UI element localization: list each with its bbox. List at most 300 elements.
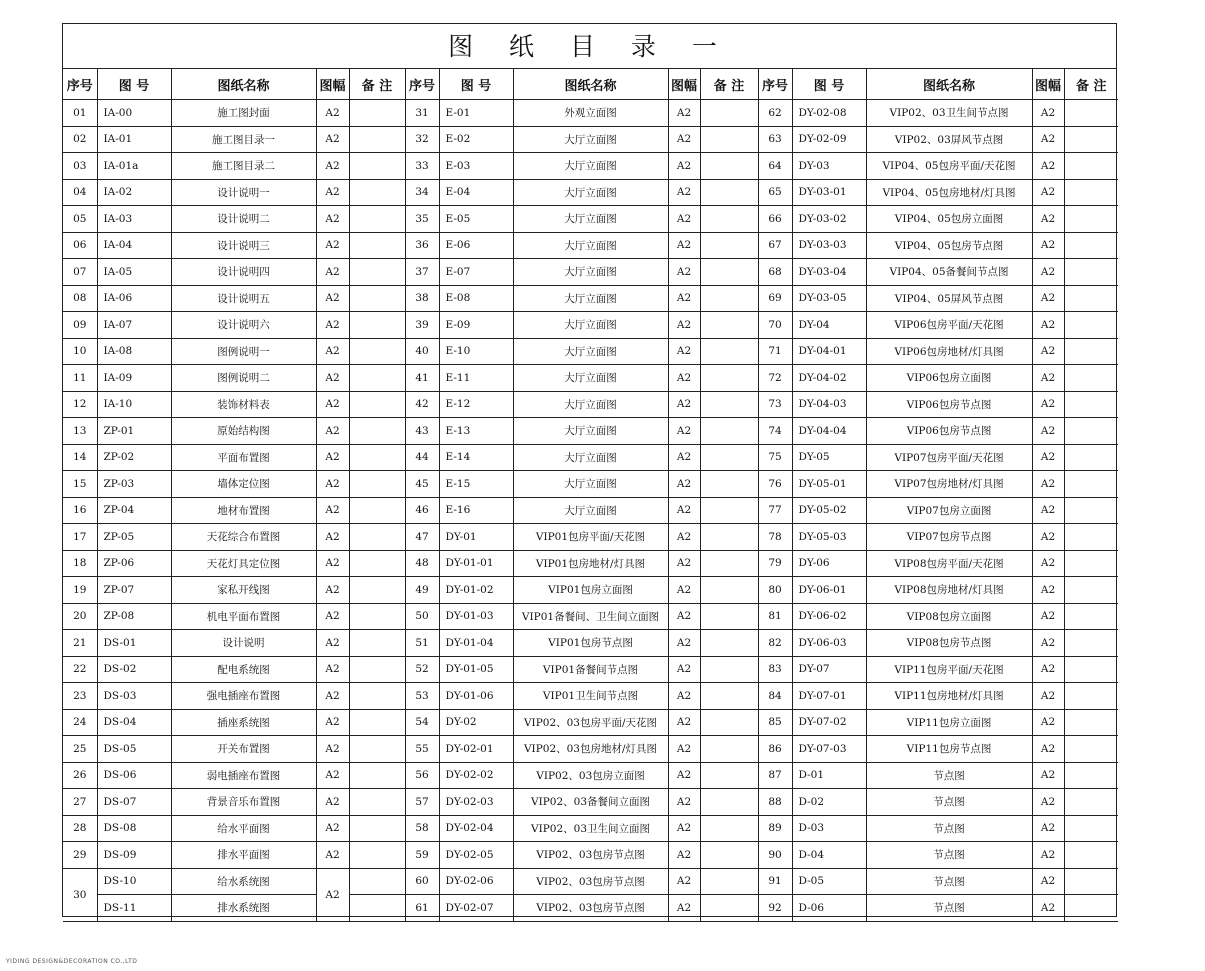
row-code: DY-07 [792,656,866,683]
row-code: DS-11 [97,895,171,922]
row-name: 给水系统图 [171,868,316,895]
row-remark [700,444,758,471]
row-name: VIP04、05包房节点图 [866,232,1032,259]
row-code: DY-02-06 [439,868,513,895]
table-row [63,338,1118,365]
row-remark [349,603,405,630]
row-size: A2 [668,762,700,789]
row-name: VIP11包房立面图 [866,709,1032,736]
row-no: 80 [758,577,792,604]
row-remark [1064,815,1118,842]
row-no: 70 [758,312,792,339]
row-size: A2 [1032,259,1064,286]
row-remark [700,736,758,763]
row-no: 35 [405,206,439,233]
drawing-index-sheet [62,23,1117,917]
row-remark [700,365,758,392]
row-name: 大厅立面图 [513,365,668,392]
row-size: A2 [1032,895,1064,922]
row-code: DY-01-02 [439,577,513,604]
row-size: A2 [668,497,700,524]
row-code: DY-02-02 [439,762,513,789]
row-code: IA-00 [97,100,171,127]
row-code: DY-02-09 [792,126,866,153]
row-remark [349,842,405,869]
row-remark [349,126,405,153]
row-code: E-06 [439,232,513,259]
row-no: 64 [758,153,792,180]
row-size: A2 [1032,232,1064,259]
row-name: 施工图目录二 [171,153,316,180]
row-remark [700,259,758,286]
row-name: VIP06包房节点图 [866,418,1032,445]
row-name: 节点图 [866,842,1032,869]
row-code: E-05 [439,206,513,233]
row-code: DS-10 [97,868,171,895]
row-name: VIP06包房立面图 [866,365,1032,392]
row-code: DY-03-03 [792,232,866,259]
header-row [63,69,1118,100]
row-size: A2 [1032,338,1064,365]
row-remark [1064,895,1118,922]
row-remark [349,815,405,842]
company-brand: YIDING DESIGN&DECORATION CO.,LTD [6,958,138,965]
row-code: DY-07-01 [792,683,866,710]
row-code: E-01 [439,100,513,127]
row-code: DY-04-03 [792,391,866,418]
row-name: 配电系统图 [171,656,316,683]
row-no: 16 [63,497,97,524]
row-remark [1064,418,1118,445]
row-no: 37 [405,259,439,286]
row-name: 背景音乐布置图 [171,789,316,816]
row-name: VIP01包房平面/天花图 [513,524,668,551]
row-code: E-02 [439,126,513,153]
row-code: DS-02 [97,656,171,683]
row-size: A2 [668,736,700,763]
row-no: 89 [758,815,792,842]
table-row [63,895,1118,922]
row-remark [349,656,405,683]
row-remark [349,736,405,763]
row-size: A2 [1032,550,1064,577]
header-no: 序号 [63,69,97,100]
row-size: A2 [668,842,700,869]
row-size: A2 [1032,497,1064,524]
row-remark [700,418,758,445]
row-size: A2 [316,365,349,392]
row-code: ZP-06 [97,550,171,577]
row-name: 地材布置图 [171,497,316,524]
row-no: 59 [405,842,439,869]
row-remark [700,312,758,339]
row-no: 90 [758,842,792,869]
row-remark [349,709,405,736]
row-size: A2 [316,630,349,657]
table-row [63,842,1118,869]
row-remark [1064,789,1118,816]
row-remark [349,497,405,524]
row-no: 47 [405,524,439,551]
row-size: A2 [1032,577,1064,604]
row-remark [349,895,405,922]
table-row [63,683,1118,710]
row-remark [1064,603,1118,630]
row-no: 79 [758,550,792,577]
table-row [63,153,1118,180]
row-name: 大厅立面图 [513,391,668,418]
row-no: 51 [405,630,439,657]
row-no: 71 [758,338,792,365]
row-code: IA-08 [97,338,171,365]
row-remark [700,656,758,683]
row-code: DS-07 [97,789,171,816]
row-remark [700,126,758,153]
row-remark [700,285,758,312]
row-remark [700,895,758,922]
row-code: IA-07 [97,312,171,339]
row-no: 55 [405,736,439,763]
row-name: VIP01备餐间、卫生间立面图 [513,603,668,630]
row-code: DY-04-02 [792,365,866,392]
drawing-index-table [63,69,1118,922]
row-name: 墙体定位图 [171,471,316,498]
row-no: 63 [758,126,792,153]
row-name: 设计说明三 [171,232,316,259]
row-no: 43 [405,418,439,445]
row-no: 05 [63,206,97,233]
row-name: 平面布置图 [171,444,316,471]
row-remark [700,762,758,789]
row-size: A2 [668,179,700,206]
row-code: E-13 [439,418,513,445]
row-code: DS-03 [97,683,171,710]
row-remark [349,259,405,286]
row-remark [349,524,405,551]
row-code: DY-06 [792,550,866,577]
header-remark: 备 注 [349,69,405,100]
row-code: DS-04 [97,709,171,736]
row-name: 弱电插座布置图 [171,762,316,789]
header-code: 图 号 [439,69,513,100]
row-no: 33 [405,153,439,180]
row-code: DY-06-02 [792,603,866,630]
table-row [63,471,1118,498]
row-size: A2 [316,709,349,736]
row-remark [700,603,758,630]
row-no: 34 [405,179,439,206]
row-code: DY-05-01 [792,471,866,498]
row-size: A2 [668,895,700,922]
row-remark [1064,577,1118,604]
table-row [63,497,1118,524]
row-name: VIP06包房平面/天花图 [866,312,1032,339]
row-no: 50 [405,603,439,630]
row-name: VIP08包房地材/灯具图 [866,577,1032,604]
row-name: VIP02、03卫生间节点图 [866,100,1032,127]
row-code: DY-04-01 [792,338,866,365]
row-size: A2 [668,126,700,153]
table-row [63,418,1118,445]
row-code: DS-06 [97,762,171,789]
table-row [63,577,1118,604]
row-name: 设计说明六 [171,312,316,339]
row-no: 08 [63,285,97,312]
row-code: DY-02-08 [792,100,866,127]
row-no: 67 [758,232,792,259]
row-no: 78 [758,524,792,551]
row-no: 27 [63,789,97,816]
row-size: A2 [668,206,700,233]
row-no: 53 [405,683,439,710]
row-code: D-04 [792,842,866,869]
row-remark [700,550,758,577]
row-size: A2 [316,656,349,683]
row-code: E-11 [439,365,513,392]
row-size: A2 [1032,603,1064,630]
row-size: A2 [316,232,349,259]
row-code: DY-05-03 [792,524,866,551]
row-name: VIP02、03备餐间立面图 [513,789,668,816]
row-remark [1064,471,1118,498]
row-no: 88 [758,789,792,816]
row-size: A2 [668,577,700,604]
row-code: DY-06-01 [792,577,866,604]
row-name: 设计说明二 [171,206,316,233]
row-code: D-06 [792,895,866,922]
row-name: 大厅立面图 [513,338,668,365]
row-remark [700,497,758,524]
row-name: VIP02、03屏风节点图 [866,126,1032,153]
row-code: DY-03-02 [792,206,866,233]
table-row [63,206,1118,233]
row-name: 天花综合布置图 [171,524,316,551]
row-name: 节点图 [866,868,1032,895]
table-row [63,709,1118,736]
row-code: DS-05 [97,736,171,763]
row-no: 76 [758,471,792,498]
row-name: VIP02、03卫生间立面图 [513,815,668,842]
row-remark [700,232,758,259]
table-row [63,179,1118,206]
table-row [63,868,1118,895]
row-no: 49 [405,577,439,604]
header-remark: 备 注 [700,69,758,100]
row-no: 18 [63,550,97,577]
row-name: VIP02、03包房节点图 [513,868,668,895]
row-size: A2 [1032,656,1064,683]
row-remark [1064,338,1118,365]
row-name: 节点图 [866,815,1032,842]
row-name: VIP01包房节点图 [513,630,668,657]
table-row [63,524,1118,551]
row-size: A2 [316,683,349,710]
row-no: 04 [63,179,97,206]
table-row [63,736,1118,763]
row-size: A2 [316,100,349,127]
row-name: 排水平面图 [171,842,316,869]
table-row [63,630,1118,657]
row-remark [1064,285,1118,312]
row-name: 装饰材料表 [171,391,316,418]
table-row [63,444,1118,471]
row-code: ZP-08 [97,603,171,630]
row-no: 75 [758,444,792,471]
row-no: 28 [63,815,97,842]
row-code: E-10 [439,338,513,365]
row-no: 13 [63,418,97,445]
row-remark [700,683,758,710]
row-name: 大厅立面图 [513,259,668,286]
row-code: DY-07-03 [792,736,866,763]
row-size: A2 [316,603,349,630]
row-size: A2 [668,630,700,657]
row-remark [349,232,405,259]
row-code: D-03 [792,815,866,842]
row-name: 家私开线图 [171,577,316,604]
row-remark [700,153,758,180]
row-name: 节点图 [866,789,1032,816]
row-size: A2 [316,815,349,842]
row-no: 17 [63,524,97,551]
row-size: A2 [1032,126,1064,153]
row-no: 07 [63,259,97,286]
row-code: IA-04 [97,232,171,259]
row-size: A2 [668,683,700,710]
row-size: A2 [316,418,349,445]
row-code: DS-09 [97,842,171,869]
row-size: A2 [316,206,349,233]
row-remark [1064,100,1118,127]
row-name: 设计说明一 [171,179,316,206]
row-remark [700,338,758,365]
row-code: ZP-05 [97,524,171,551]
table-row [63,259,1118,286]
row-code: DY-02-04 [439,815,513,842]
row-size: A2 [1032,312,1064,339]
row-code: DY-03-05 [792,285,866,312]
row-size: A2 [1032,683,1064,710]
row-no: 73 [758,391,792,418]
row-name: VIP07包房地材/灯具图 [866,471,1032,498]
row-remark [700,815,758,842]
row-remark [349,630,405,657]
row-name: VIP07包房平面/天花图 [866,444,1032,471]
row-size: A2 [1032,285,1064,312]
row-size: A2 [316,391,349,418]
row-name: 原始结构图 [171,418,316,445]
header-size: 图幅 [316,69,349,100]
row-remark [349,338,405,365]
row-name: 大厅立面图 [513,232,668,259]
row-no: 06 [63,232,97,259]
row-size: A2 [316,577,349,604]
row-size: A2 [1032,868,1064,895]
row-size: A2 [316,497,349,524]
row-code: D-02 [792,789,866,816]
row-size: A2 [668,868,700,895]
row-name: 大厅立面图 [513,497,668,524]
row-remark [1064,842,1118,869]
row-size: A2 [668,100,700,127]
header-size: 图幅 [1032,69,1064,100]
row-name: 节点图 [866,762,1032,789]
header-no: 序号 [758,69,792,100]
row-no: 82 [758,630,792,657]
row-code: E-12 [439,391,513,418]
row-name: 图例说明二 [171,365,316,392]
row-size: A2 [668,391,700,418]
row-remark [700,577,758,604]
row-remark [1064,709,1118,736]
row-remark [349,391,405,418]
row-code: E-15 [439,471,513,498]
row-no: 92 [758,895,792,922]
row-remark [349,550,405,577]
row-code: IA-01a [97,153,171,180]
row-no: 85 [758,709,792,736]
row-no: 81 [758,603,792,630]
row-name: 大厅立面图 [513,126,668,153]
row-size: A2 [316,444,349,471]
row-remark [1064,868,1118,895]
row-code: E-08 [439,285,513,312]
row-size: A2 [1032,471,1064,498]
row-size: A2 [316,153,349,180]
row-no: 58 [405,815,439,842]
row-size: A2 [668,815,700,842]
row-size: A2 [316,338,349,365]
row-no: 46 [405,497,439,524]
row-no: 91 [758,868,792,895]
row-size: A2 [1032,418,1064,445]
row-no: 62 [758,100,792,127]
row-no: 21 [63,630,97,657]
table-row [63,550,1118,577]
row-size: A2 [316,762,349,789]
row-no: 61 [405,895,439,922]
row-no: 23 [63,683,97,710]
row-size: A2 [1032,365,1064,392]
row-name: VIP04、05包房平面/天花图 [866,153,1032,180]
row-code: E-14 [439,444,513,471]
row-code: ZP-04 [97,497,171,524]
row-no: 87 [758,762,792,789]
row-remark [349,444,405,471]
row-name: VIP01卫生间节点图 [513,683,668,710]
row-size: A2 [668,418,700,445]
row-no: 15 [63,471,97,498]
row-code: DY-03 [792,153,866,180]
table-row [63,365,1118,392]
row-remark [349,285,405,312]
row-name: 大厅立面图 [513,444,668,471]
row-remark [349,100,405,127]
row-remark [700,206,758,233]
row-size: A2 [668,550,700,577]
row-remark [1064,153,1118,180]
row-no: 22 [63,656,97,683]
row-no: 84 [758,683,792,710]
row-code: E-04 [439,179,513,206]
row-name: 给水平面图 [171,815,316,842]
row-size: A2 [1032,444,1064,471]
table-row [63,762,1118,789]
row-name: VIP11包房地材/灯具图 [866,683,1032,710]
row-no: 19 [63,577,97,604]
row-remark [1064,550,1118,577]
row-name: VIP11包房节点图 [866,736,1032,763]
